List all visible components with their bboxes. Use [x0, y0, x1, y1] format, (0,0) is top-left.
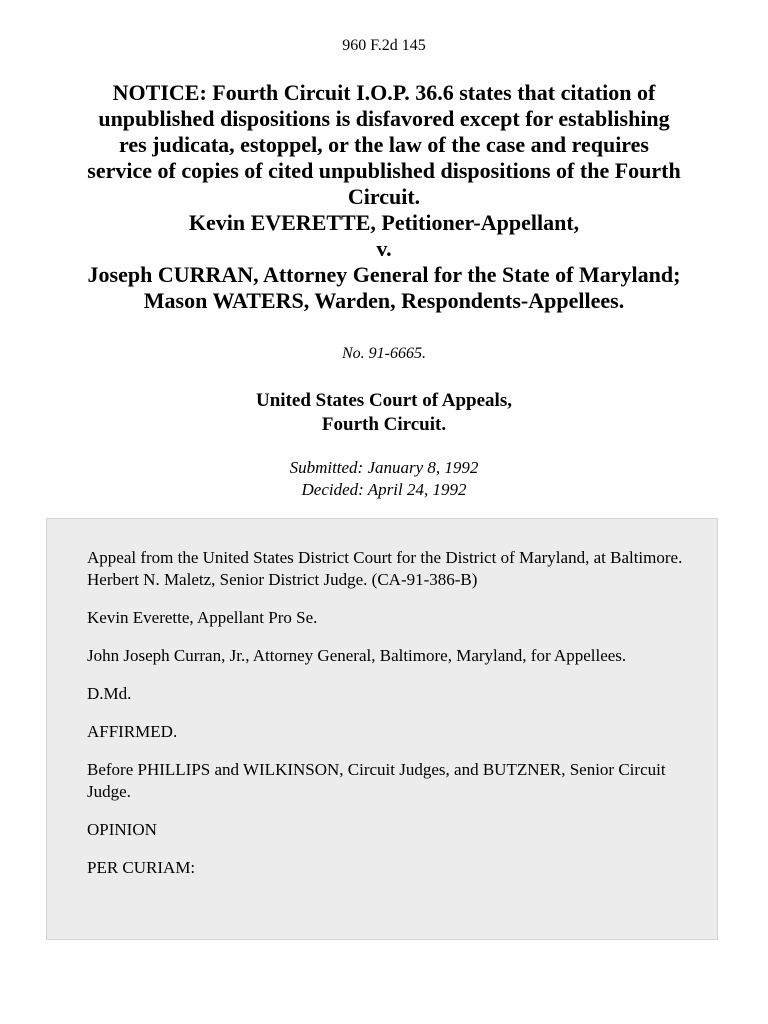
case-caption	[24, 80, 744, 314]
case-dates	[0, 457, 768, 501]
versus-label: v.	[376, 236, 392, 261]
judges-panel: Before PHILLIPS and WILKINSON, Circuit Judges, and BUTZNER, Senior Circuit Judge.	[87, 760, 666, 801]
case-details-panel	[46, 518, 718, 940]
decided-date: Decided: April 24, 1992	[301, 480, 467, 499]
district-label: D.Md.	[87, 684, 132, 703]
court-name	[0, 389, 768, 437]
case-citation: 960 F.2d 145	[342, 37, 426, 54]
notice-line: res judicata, estoppel, or the law of the case and requires	[118, 132, 649, 157]
case-details-body	[87, 547, 687, 895]
appellant-party: Kevin EVERETTE, Petitioner-Appellant,	[188, 210, 580, 235]
appellee-counsel: John Joseph Curran, Jr., Attorney General, Baltimore, Maryland, for Appellees.	[87, 646, 627, 665]
opinion-heading: OPINION	[87, 820, 157, 839]
appellant-counsel: Kevin Everette, Appellant Pro Se.	[87, 608, 318, 627]
submitted-date: Submitted: January 8, 1992	[289, 458, 479, 477]
notice-line: unpublished dispositions is disfavored except for establishing	[98, 106, 670, 131]
per-curiam-label: PER CURIAM:	[87, 858, 196, 877]
appellee-party-line: Mason WATERS, Warden, Respondents-Appellees.	[143, 288, 625, 313]
notice-line: service of copies of cited unpublished dispositions of the Fourth	[87, 158, 681, 183]
disposition: AFFIRMED.	[87, 722, 178, 741]
court-name-line: Fourth Circuit.	[321, 414, 447, 435]
docket-number: No. 91-6665.	[342, 345, 426, 362]
notice-line: NOTICE: Fourth Circuit I.O.P. 36.6 states that citation of	[112, 80, 656, 105]
notice-line: Circuit.	[347, 184, 421, 209]
appeal-from-text: Appeal from the United States District Court for the District of Maryland, at Baltimore. Herbert N. Maletz, Senior District Judge. (CA-91-386-B)	[87, 548, 683, 589]
court-name-line: United States Court of Appeals,	[256, 390, 512, 411]
appellee-party-line: Joseph CURRAN, Attorney General for the State of Maryland;	[87, 262, 681, 287]
